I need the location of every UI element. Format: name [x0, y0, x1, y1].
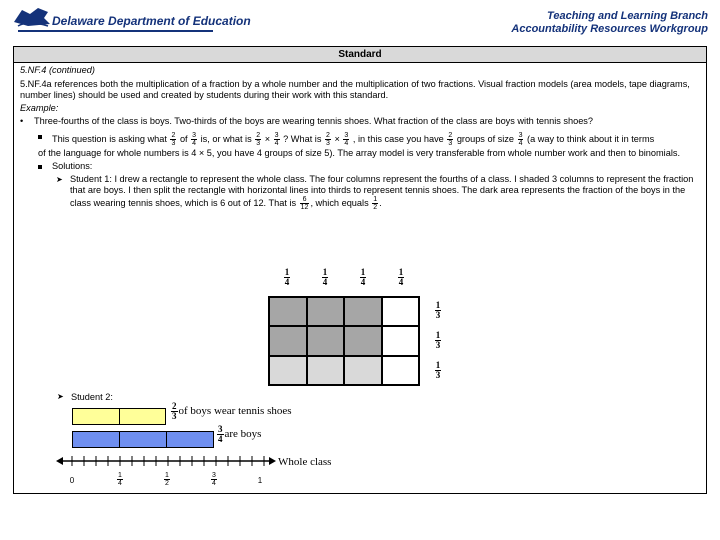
arrow-bullet-icon: ➤ [57, 392, 64, 401]
numberline-label: Whole class [278, 456, 332, 468]
fraction-three-fourths: $\frac{3}{4}$ [218, 424, 223, 444]
grid-cell-dark [344, 326, 382, 355]
logo-underline [18, 30, 213, 32]
tape-boys [72, 431, 214, 448]
asking-text-1: This question is asking what [52, 134, 167, 144]
tape-segment [167, 432, 213, 447]
fraction-six-twelfths: $\frac{6}{12}$ [300, 196, 309, 211]
tick-label-0: 0 [69, 476, 75, 485]
row-label-3: $\frac{1}{3}$ [435, 360, 441, 380]
example-label: Example: [20, 103, 59, 113]
grid-cell-dark [307, 326, 345, 355]
tape-boys-tennis-shoes [72, 408, 166, 425]
tick-label-three-fourths: $\frac{3}{4}$ [212, 472, 216, 487]
solutions-bullet [38, 161, 700, 172]
branch-heading [511, 10, 708, 36]
tick-label-one-fourth: $\frac{1}{4}$ [118, 472, 122, 487]
branch-line-2: Accountability Resources Workgroup [511, 23, 708, 35]
tape-blue-label [216, 425, 261, 444]
fraction-three-fourths: $\frac{3}{4}$ [274, 132, 279, 148]
column-label-4: $\frac{1}{4}$ [398, 267, 404, 287]
intro-paragraph: 5.NF.4a references both the multiplication of a fraction by a whole number and the multiplication of two fractions. Visual fraction models (area models, tape diagrams, number lines) should be used and created by students during their work with this standard. [20, 79, 690, 100]
row-label-2: $\frac{1}{3}$ [435, 330, 441, 350]
delaware-state-icon [8, 4, 52, 30]
asking-text-7: , in this case you have [352, 134, 444, 144]
student1-label: Student 1: [70, 174, 112, 184]
asking-text-5: ? What is [283, 134, 322, 144]
tape-segment [73, 432, 120, 447]
grid-cell-dark [344, 297, 382, 326]
fraction-two-thirds: $\frac{2}{3}$ [448, 132, 453, 148]
fraction-two-thirds: $\frac{2}{3}$ [172, 401, 177, 421]
page-header [0, 0, 720, 44]
grid-cell-light [344, 356, 382, 385]
grid-cell-dark [307, 297, 345, 326]
student1-bullet [56, 174, 700, 211]
standard-id: 5.NF.4 (continued) [20, 65, 95, 75]
bullet-icon: • [20, 116, 24, 126]
standard-content [14, 63, 706, 215]
student1-text-end-2: . [379, 197, 382, 208]
grid-cell-light [307, 356, 345, 385]
fraction-two-thirds: $\frac{2}{3}$ [171, 132, 176, 148]
asking-text-9: (a way to think about it in terms [527, 134, 655, 144]
fraction-three-fourths: $\frac{3}{4}$ [518, 132, 523, 148]
tick-label-1: 1 [257, 476, 263, 485]
grid-cell-dark [269, 326, 307, 355]
column-label-1: $\frac{1}{4}$ [284, 267, 290, 287]
fraction-two-thirds: $\frac{2}{3}$ [256, 132, 261, 148]
area-model-grid [268, 296, 420, 386]
times-sign: × [334, 134, 340, 144]
number-line [56, 452, 276, 470]
asking-text-8: groups of size [456, 134, 515, 144]
tape-segment [73, 409, 120, 424]
tape-yellow-label [170, 402, 292, 421]
asking-text-3: is, or what is [200, 134, 252, 144]
doe-logo [8, 4, 251, 30]
student2-bullet [57, 392, 113, 402]
asking-bullet [38, 131, 700, 159]
branch-line-1: Teaching and Learning Branch [547, 10, 708, 22]
tape-segment [120, 409, 166, 424]
student2-label: Student 2: [71, 392, 113, 402]
solutions-label: Solutions: [52, 161, 93, 171]
problem-bullet [20, 116, 700, 127]
fraction-three-fourths: $\frac{3}{4}$ [192, 132, 197, 148]
grid-cell-white [382, 326, 420, 355]
grid-cell-light [269, 356, 307, 385]
logo-text: Delaware Department of Education [52, 14, 251, 28]
student1-text: I drew a rectangle to represent the whole class. The four columns represent the fourths of a class. I shaded 3 columns to represent the fraction that are boys. I then split the rectangle with horizontal lines into thirds to represent tennis shoes. The dark area represents the fraction of the boys in the class wearing tennis shoes, which is 6 out of 12. That is [70, 174, 694, 208]
asking-line-2: of the language for whole numbers is 4 × 5, you have 4 groups of size 5). The array model is very transferable from whole number work and then to binomials. [38, 148, 681, 158]
grid-cell-white [382, 297, 420, 326]
yellow-label-text: of boys wear tennis shoes [178, 405, 292, 418]
asking-text-2: of [179, 134, 188, 144]
tick-label-one-half: $\frac{1}{2}$ [165, 472, 169, 487]
times-sign: × [264, 134, 271, 144]
fraction-two-thirds: $\frac{2}{3}$ [326, 132, 330, 148]
square-bullet-icon [38, 135, 42, 139]
student1-text-end-1: , which equals [310, 197, 369, 208]
row-label-1: $\frac{1}{3}$ [435, 300, 441, 320]
column-label-2: $\frac{1}{4}$ [322, 267, 328, 287]
tape-segment [120, 432, 167, 447]
problem-text: Three-fourths of the class is boys. Two-thirds of the boys are wearing tennis shoes. What fraction of the class are boys with tennis shoes? [34, 116, 594, 126]
arrow-bullet-icon: ➤ [56, 175, 63, 184]
standard-heading: Standard [14, 47, 706, 63]
column-label-3: $\frac{1}{4}$ [360, 267, 366, 287]
grid-cell-dark [269, 297, 307, 326]
fraction-one-half: $\frac{1}{2}$ [373, 196, 378, 211]
blue-label-text: are boys [224, 428, 262, 441]
grid-cell-white [382, 356, 420, 385]
fraction-three-fourths: $\frac{3}{4}$ [344, 132, 349, 148]
square-bullet-icon [38, 165, 42, 169]
